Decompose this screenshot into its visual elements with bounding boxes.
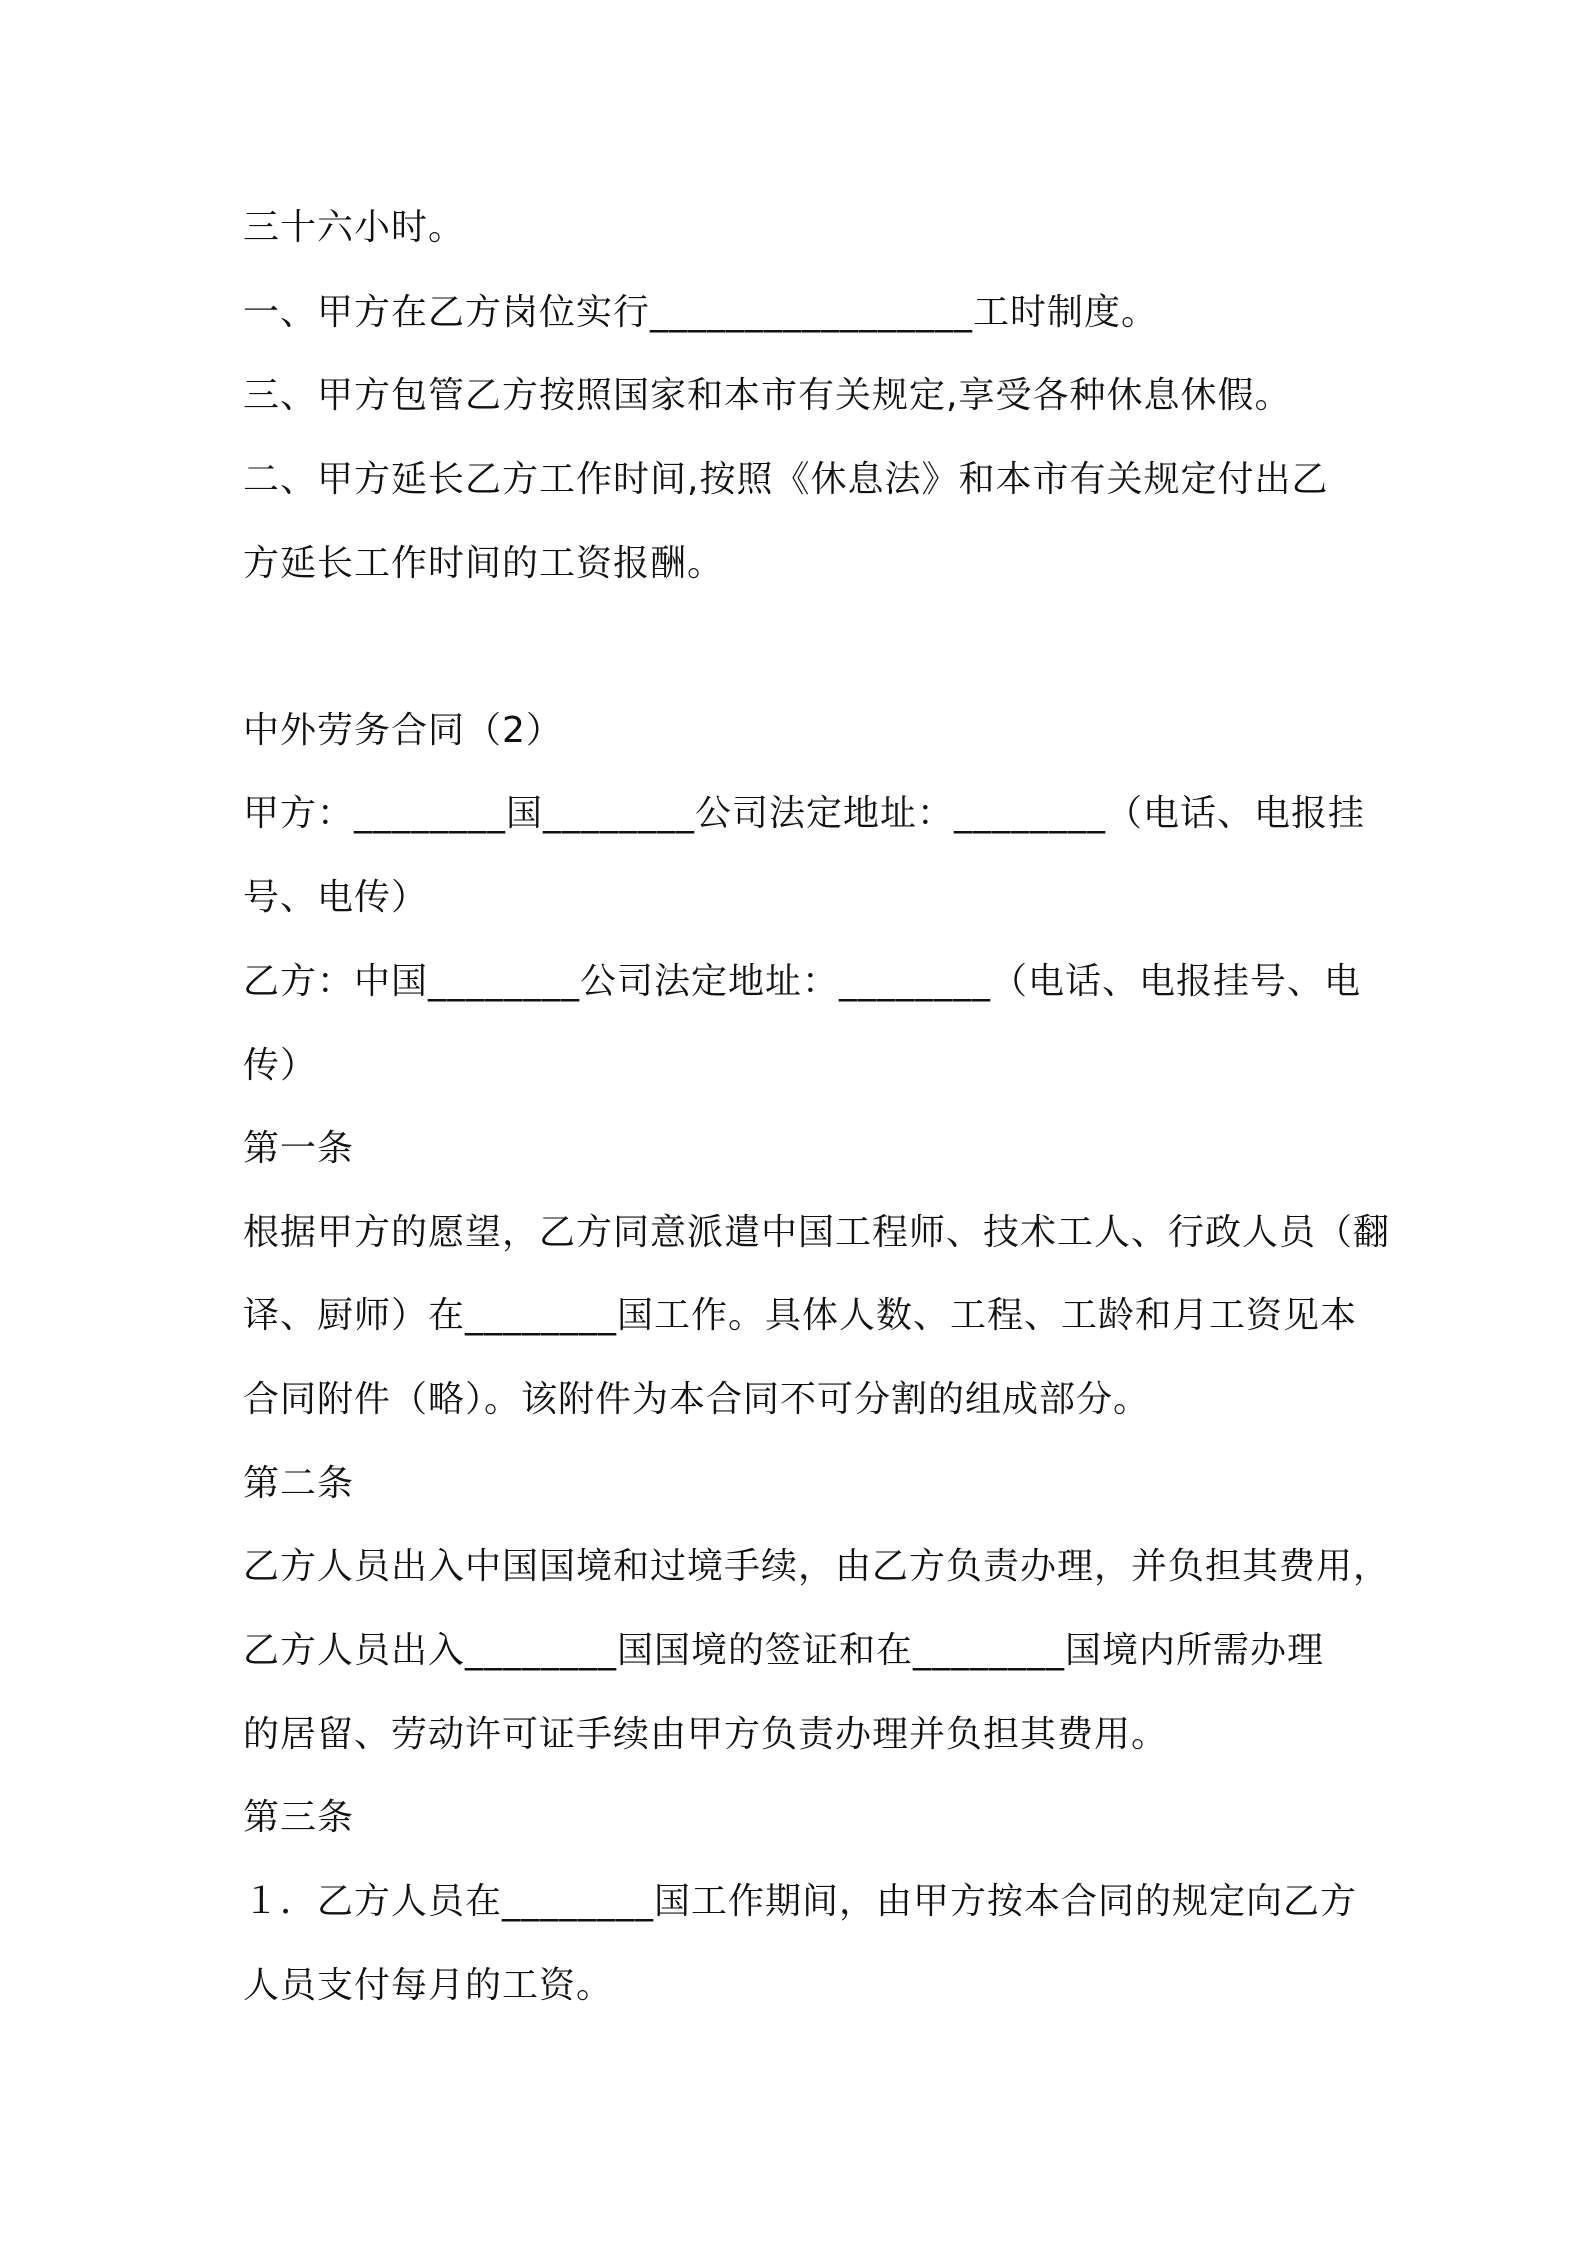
contract-title: 中外劳务合同（2） bbox=[243, 710, 563, 751]
article-2-text: 的居留、劳动许可证手续由甲方负责办理并负担其费用。 bbox=[243, 1714, 1169, 1755]
paragraph-line: 三、甲方包管乙方按照国家和本市有关规定,享受各种休息休假。 bbox=[243, 375, 1292, 416]
party-a-line: 甲方：________国________公司法定地址：________（电话、电报挂 bbox=[243, 793, 1366, 834]
article-1-heading: 第一条 bbox=[243, 1128, 355, 1169]
article-2-text: 乙方人员出入中国国境和过境手续，由乙方负责办理，并负担其费用， bbox=[243, 1546, 1391, 1587]
paragraph-line: 二、甲方延长乙方工作时间,按照《休息法》和本市有关规定付出乙 bbox=[243, 459, 1329, 500]
paragraph-line: 方延长工作时间的工资报酬。 bbox=[243, 543, 725, 584]
party-a-line: 号、电传） bbox=[243, 877, 429, 918]
article-3-text: １．乙方人员在________国工作期间，由甲方按本合同的规定向乙方 bbox=[243, 1881, 1358, 1922]
paragraph-line: 一、甲方在乙方岗位实行_________________工时制度。 bbox=[243, 292, 1159, 333]
paragraph-line: 三十六小时。 bbox=[243, 207, 466, 248]
article-1-text: 合同附件（略）。该附件为本合同不可分割的组成部分。 bbox=[243, 1379, 1151, 1420]
article-2-heading: 第二条 bbox=[243, 1463, 355, 1504]
article-1-text: 译、厨师）在________国工作。具体人数、工程、工龄和月工资见本 bbox=[243, 1295, 1358, 1336]
article-1-text: 根据甲方的愿望，乙方同意派遣中国工程师、技术工人、行政人员（翻 bbox=[243, 1212, 1391, 1253]
article-3-text: 人员支付每月的工资。 bbox=[243, 1965, 614, 2006]
party-b-line: 乙方：中国________公司法定地址：________（电话、电报挂号、电 bbox=[243, 961, 1362, 1002]
party-b-line: 传） bbox=[243, 1045, 318, 1086]
article-2-text: 乙方人员出入________国国境的签证和在________国境内所需办理 bbox=[243, 1630, 1325, 1671]
article-3-heading: 第三条 bbox=[243, 1797, 355, 1838]
